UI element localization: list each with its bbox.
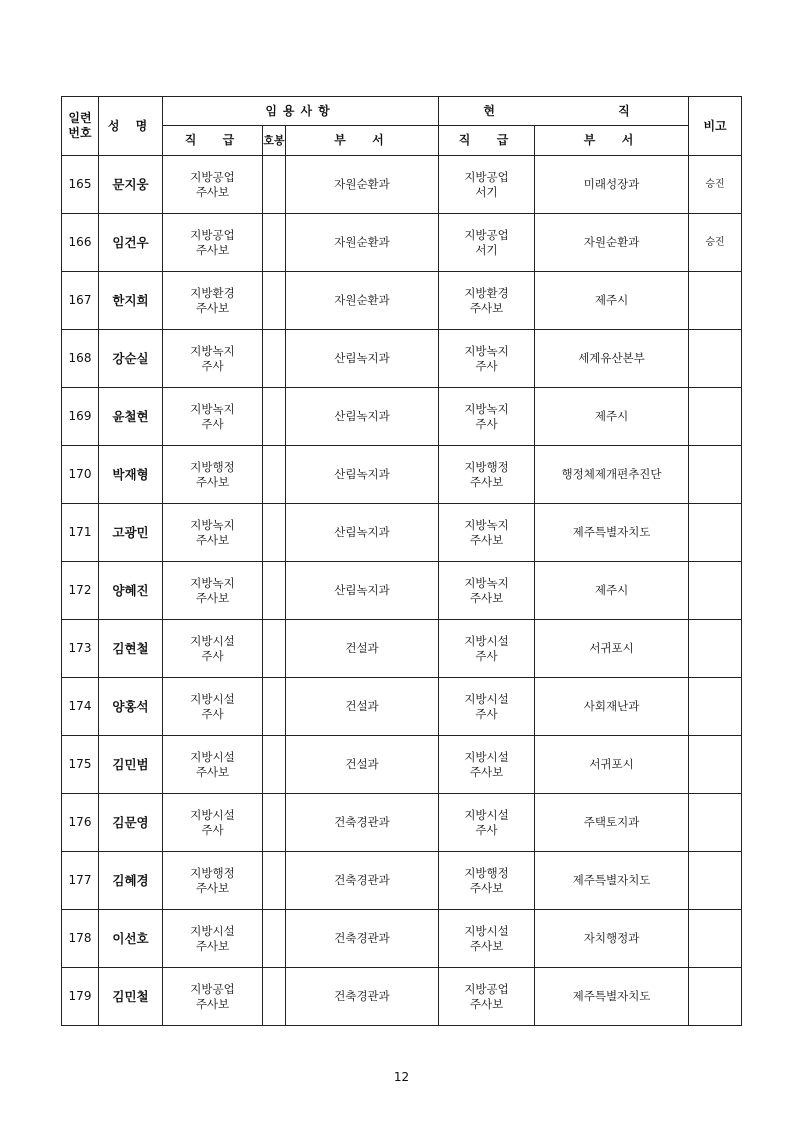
- appointed-grade: 지방녹지 주사보: [163, 504, 263, 562]
- row-number: 166: [62, 214, 99, 272]
- appointed-step: [263, 678, 286, 736]
- row-number: 169: [62, 388, 99, 446]
- table-body: [62, 156, 742, 1026]
- page-number: 12: [393, 1070, 410, 1084]
- current-grade: 지방시설 주사: [439, 678, 535, 736]
- appointed-grade: 지방행정 주사보: [163, 446, 263, 504]
- appointed-grade: 지방시설 주사: [163, 620, 263, 678]
- appointed-grade: 지방녹지 주사: [163, 388, 263, 446]
- remark-cell: [689, 272, 742, 330]
- header-dept: 부 서: [286, 126, 439, 156]
- appointed-step: [263, 968, 286, 1026]
- employee-name: 윤철현: [99, 388, 163, 446]
- appointed-grade: 지방공업 주사보: [163, 214, 263, 272]
- appointed-grade: 지방시설 주사보: [163, 736, 263, 794]
- row-number: 175: [62, 736, 99, 794]
- header-grade: 직 급: [163, 126, 263, 156]
- table-row: [62, 794, 742, 852]
- current-department: 제주시: [535, 272, 689, 330]
- appointed-grade: 지방공업 주사보: [163, 968, 263, 1026]
- remark-cell: [689, 388, 742, 446]
- header-current: 현 직: [439, 97, 689, 126]
- employee-name: 김현철: [99, 620, 163, 678]
- appointed-grade: 지방공업 주사보: [163, 156, 263, 214]
- remark-cell: 승진: [689, 156, 742, 214]
- appointed-department: 건설과: [286, 678, 439, 736]
- row-number: 167: [62, 272, 99, 330]
- current-grade: 지방행정 주사보: [439, 446, 535, 504]
- employee-name: 박재형: [99, 446, 163, 504]
- current-department: 제주시: [535, 562, 689, 620]
- current-department: 제주시: [535, 388, 689, 446]
- header-remarks: 비고: [689, 97, 742, 156]
- header-current-dept: 부 서: [535, 126, 689, 156]
- employee-name: 양홍석: [99, 678, 163, 736]
- current-grade: 지방환경 주사보: [439, 272, 535, 330]
- appointed-department: 건축경관과: [286, 910, 439, 968]
- table-row: [62, 214, 742, 272]
- current-grade: 지방녹지 주사: [439, 330, 535, 388]
- header-appointment: 임용사항: [163, 97, 439, 126]
- remark-cell: [689, 446, 742, 504]
- appointed-step: [263, 388, 286, 446]
- current-department: 서귀포시: [535, 620, 689, 678]
- row-number: 170: [62, 446, 99, 504]
- current-department: 자원순환과: [535, 214, 689, 272]
- appointed-step: [263, 330, 286, 388]
- table-row: [62, 678, 742, 736]
- row-number: 178: [62, 910, 99, 968]
- appointed-department: 건축경관과: [286, 794, 439, 852]
- table-header: [62, 97, 742, 156]
- current-department: 행정체제개편추진단: [535, 446, 689, 504]
- current-grade: 지방공업 서기: [439, 156, 535, 214]
- row-number: 165: [62, 156, 99, 214]
- table-row: [62, 910, 742, 968]
- appointed-department: 산림녹지과: [286, 504, 439, 562]
- table-row: [62, 446, 742, 504]
- remark-cell: [689, 968, 742, 1026]
- employee-name: 강순실: [99, 330, 163, 388]
- row-number: 174: [62, 678, 99, 736]
- table-row: [62, 736, 742, 794]
- employee-name: 김민범: [99, 736, 163, 794]
- appointed-step: [263, 214, 286, 272]
- current-grade: 지방녹지 주사보: [439, 504, 535, 562]
- remark-cell: [689, 852, 742, 910]
- row-number: 171: [62, 504, 99, 562]
- appointed-department: 건설과: [286, 736, 439, 794]
- appointed-step: [263, 852, 286, 910]
- remark-cell: [689, 736, 742, 794]
- header-current-grade: 직 급: [439, 126, 535, 156]
- appointed-step: [263, 446, 286, 504]
- appointed-step: [263, 272, 286, 330]
- remark-cell: [689, 794, 742, 852]
- appointed-department: 산림녹지과: [286, 562, 439, 620]
- employee-name: 김문영: [99, 794, 163, 852]
- appointed-step: [263, 156, 286, 214]
- appointed-department: 산림녹지과: [286, 446, 439, 504]
- table-row: [62, 388, 742, 446]
- row-number: 179: [62, 968, 99, 1026]
- appointed-step: [263, 736, 286, 794]
- current-department: 제주특별자치도: [535, 852, 689, 910]
- appointed-department: 건축경관과: [286, 968, 439, 1026]
- employee-name: 양혜진: [99, 562, 163, 620]
- current-department: 미래성장과: [535, 156, 689, 214]
- appointed-step: [263, 562, 286, 620]
- appointed-step: [263, 794, 286, 852]
- table-row: [62, 852, 742, 910]
- appointed-grade: 지방시설 주사: [163, 794, 263, 852]
- employee-name: 고광민: [99, 504, 163, 562]
- row-number: 172: [62, 562, 99, 620]
- current-department: 서귀포시: [535, 736, 689, 794]
- personnel-table: [61, 96, 742, 1026]
- remark-cell: [689, 562, 742, 620]
- header-serial: 일련 번호: [62, 97, 99, 156]
- current-department: 제주특별자치도: [535, 504, 689, 562]
- row-number: 173: [62, 620, 99, 678]
- row-number: 176: [62, 794, 99, 852]
- current-grade: 지방행정 주사보: [439, 852, 535, 910]
- appointed-department: 건설과: [286, 620, 439, 678]
- appointed-grade: 지방환경 주사보: [163, 272, 263, 330]
- current-grade: 지방시설 주사보: [439, 910, 535, 968]
- row-number: 177: [62, 852, 99, 910]
- appointed-department: 산림녹지과: [286, 388, 439, 446]
- current-grade: 지방녹지 주사보: [439, 562, 535, 620]
- employee-name: 김민철: [99, 968, 163, 1026]
- remark-cell: [689, 620, 742, 678]
- remark-cell: [689, 330, 742, 388]
- current-department: 사회재난과: [535, 678, 689, 736]
- appointed-department: 자원순환과: [286, 156, 439, 214]
- header-step: 호봉: [263, 126, 286, 156]
- appointed-grade: 지방시설 주사: [163, 678, 263, 736]
- table-row: [62, 330, 742, 388]
- table-row: [62, 156, 742, 214]
- current-grade: 지방공업 주사보: [439, 968, 535, 1026]
- employee-name: 임건우: [99, 214, 163, 272]
- table-row: [62, 562, 742, 620]
- employee-name: 한지희: [99, 272, 163, 330]
- table-row: [62, 620, 742, 678]
- appointed-grade: 지방행정 주사보: [163, 852, 263, 910]
- remark-cell: [689, 910, 742, 968]
- employee-name: 문지웅: [99, 156, 163, 214]
- employee-name: 김혜경: [99, 852, 163, 910]
- employee-name: 이선호: [99, 910, 163, 968]
- current-grade: 지방공업 서기: [439, 214, 535, 272]
- table-row: [62, 968, 742, 1026]
- current-grade: 지방녹지 주사: [439, 388, 535, 446]
- appointed-department: 자원순환과: [286, 272, 439, 330]
- table-row: [62, 504, 742, 562]
- current-department: 자치행정과: [535, 910, 689, 968]
- appointed-step: [263, 620, 286, 678]
- appointed-grade: 지방녹지 주사: [163, 330, 263, 388]
- appointed-department: 산림녹지과: [286, 330, 439, 388]
- current-grade: 지방시설 주사: [439, 620, 535, 678]
- header-name: 성 명: [99, 97, 163, 156]
- current-grade: 지방시설 주사보: [439, 736, 535, 794]
- remark-cell: [689, 678, 742, 736]
- current-grade: 지방시설 주사: [439, 794, 535, 852]
- current-department: 주택토지과: [535, 794, 689, 852]
- table-row: [62, 272, 742, 330]
- row-number: 168: [62, 330, 99, 388]
- appointed-grade: 지방시설 주사보: [163, 910, 263, 968]
- appointed-department: 자원순환과: [286, 214, 439, 272]
- appointed-grade: 지방녹지 주사보: [163, 562, 263, 620]
- appointed-step: [263, 504, 286, 562]
- remark-cell: [689, 504, 742, 562]
- appointed-department: 건축경관과: [286, 852, 439, 910]
- current-department: 세계유산본부: [535, 330, 689, 388]
- appointed-step: [263, 910, 286, 968]
- current-department: 제주특별자치도: [535, 968, 689, 1026]
- remark-cell: 승진: [689, 214, 742, 272]
